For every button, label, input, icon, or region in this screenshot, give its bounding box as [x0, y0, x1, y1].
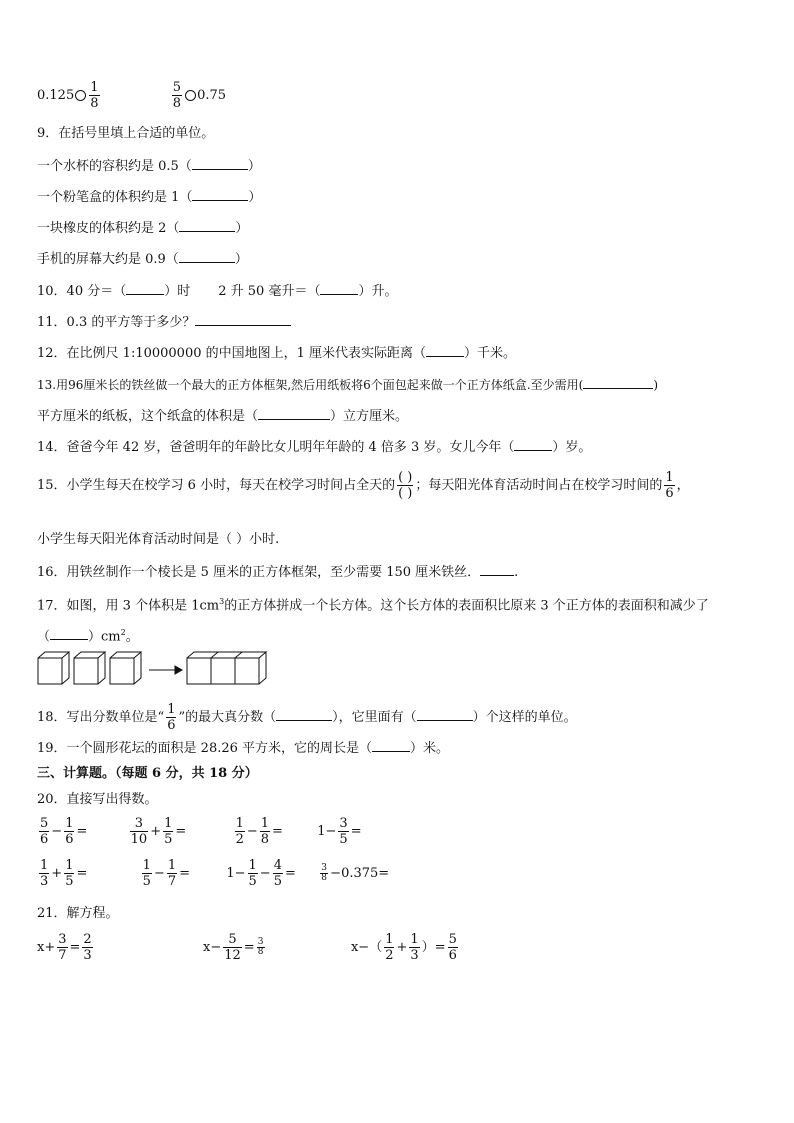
answer-blank[interactable]: [583, 376, 653, 389]
compare-b-frac: $\frac{5}{8}$: [172, 80, 182, 111]
q11: 11．0.3 的平方等于多少？: [37, 313, 291, 331]
compare-b-right: 0.75: [197, 88, 227, 103]
q9-line-3: 一块橡皮的体积约是 2（ ）: [37, 221, 249, 236]
q12: 12．在比例尺 1:10000000 的中国地图上，1 厘米代表实际距离（ ）千米。: [37, 346, 517, 361]
compare-circle-2[interactable]: [185, 90, 196, 101]
compare-circle-1[interactable]: [75, 90, 86, 101]
cube-3: [110, 652, 141, 684]
section-3-title: 三、计算题。（每题 6 分，共 18 分）: [37, 766, 258, 781]
q9-title: 9．在括号里填上合适的单位。: [37, 126, 215, 141]
q20-row-2: $\frac{1}{3}$ + $\frac{1}{5}$ = $\frac{1}{5}$ − $\frac{1}{7}$ = 1− $\frac{1}{5}$ − $\frac{4}{5}$ = $\frac{3}{8}$ −0.375=: [40, 858, 390, 889]
answer-blank[interactable]: [258, 407, 330, 420]
answer-blank[interactable]: [480, 563, 514, 576]
answer-blank[interactable]: [514, 438, 552, 451]
q9-line-2: 一个粉笔盒的体积约是 1（ ）: [37, 190, 262, 205]
q13-line-1: 13.用96厘米长的铁丝做一个最大的正方体框架,然后用纸板将6个面包起来做一个正方体纸盒.至少需用( ): [37, 378, 658, 392]
q14: 14．爸爸今年 42 岁，爸爸明年的年龄比女儿明年年龄的 4 倍多 3 岁。女儿今年（ ）岁。: [37, 440, 592, 455]
q17-line-1: 17．如图，用 3 个体积是 $1cm^3$的正方体拼成一个长方体。这个长方体的表面积比原来 3 个正方体的表面积和减少了: [37, 597, 709, 614]
q18: 18．写出分数单位是“ $\frac{1}{6}$ ”的最大真分数（ ），它里面有（ ）个这样的单位。: [37, 702, 577, 733]
answer-blank[interactable]: [179, 219, 235, 232]
q15-line-1: 15．小学生每天在校学习 6 小时，每天在校学习时间占全天的 $\frac{( )}{( )}$ ；每天阳光体育活动时间占在校学习时间的 $\frac{1}{6}$ ，: [37, 470, 690, 501]
answer-blank[interactable]: [417, 708, 473, 721]
cuboid: [187, 652, 266, 684]
q13-line-2: 平方厘米的纸板，这个纸盒的体积是（ ）立方厘米。: [37, 409, 409, 424]
q21-title: 21．解方程。: [37, 906, 119, 921]
q10: 10．40 分＝（ ）时 2 升 50 毫升＝（ ）升。: [37, 284, 398, 299]
arrow: [149, 666, 182, 674]
answer-blank[interactable]: [195, 313, 291, 326]
cube-1: [38, 652, 69, 684]
q15-fraction: $\frac{1}{6}$: [665, 470, 674, 501]
answer-blank[interactable]: [426, 344, 464, 357]
compare-a-left: 0.125: [37, 88, 75, 103]
q16: 16．用铁丝制作一个棱长是 5 厘米的正方体框架，至少需要 150 厘米铁丝． .: [37, 565, 519, 580]
cube-2: [74, 652, 105, 684]
q17-line-2: （ ）$cm^2$。: [37, 628, 139, 645]
q15-blank-fraction[interactable]: $\frac{( )}{( )}$: [398, 470, 413, 501]
answer-blank[interactable]: [50, 627, 88, 640]
q9-line-1: 一个水杯的容积约是 0.5（ ）: [37, 159, 261, 174]
q20-title: 20．直接写出得数。: [37, 792, 158, 807]
cubes-figure: [37, 650, 269, 686]
answer-blank[interactable]: [320, 282, 358, 295]
answer-blank[interactable]: [372, 739, 410, 752]
q9-line-4: 手机的屏幕大约是 0.9（ ）: [37, 252, 248, 267]
answer-blank[interactable]: [179, 250, 235, 263]
q21-equations: x+ $\frac{3}{7}$ = $\frac{2}{3}$ x− $\frac{5}{12}$ = $\frac{3}{8}$ x−（ $\frac{1}{2}$ + $\frac{1}{3}$ ）= $\frac{5}{6}$: [37, 932, 457, 963]
q15-line-2: 小学生每天阳光体育活动时间是（ ）小时.: [37, 532, 280, 547]
answer-blank[interactable]: [276, 708, 332, 721]
q20-row-1: $\frac{5}{6}$ − $\frac{1}{6}$ = $\frac{3}{10}$ + $\frac{1}{5}$ = $\frac{1}{2}$ − $\frac{1}{8}$ = 1− $\frac{3}{5}$ =: [40, 816, 362, 847]
compare-a-frac: $\frac{1}{8}$: [90, 80, 99, 111]
answer-blank[interactable]: [126, 282, 164, 295]
answer-blank[interactable]: [192, 157, 248, 170]
answer-blank[interactable]: [192, 188, 248, 201]
q19: 19．一个圆形花坛的面积是 28.26 平方米，它的周长是（ ）米。: [37, 741, 450, 756]
compare-row: [37, 80, 226, 111]
q18-fraction: $\frac{1}{6}$: [167, 702, 176, 733]
